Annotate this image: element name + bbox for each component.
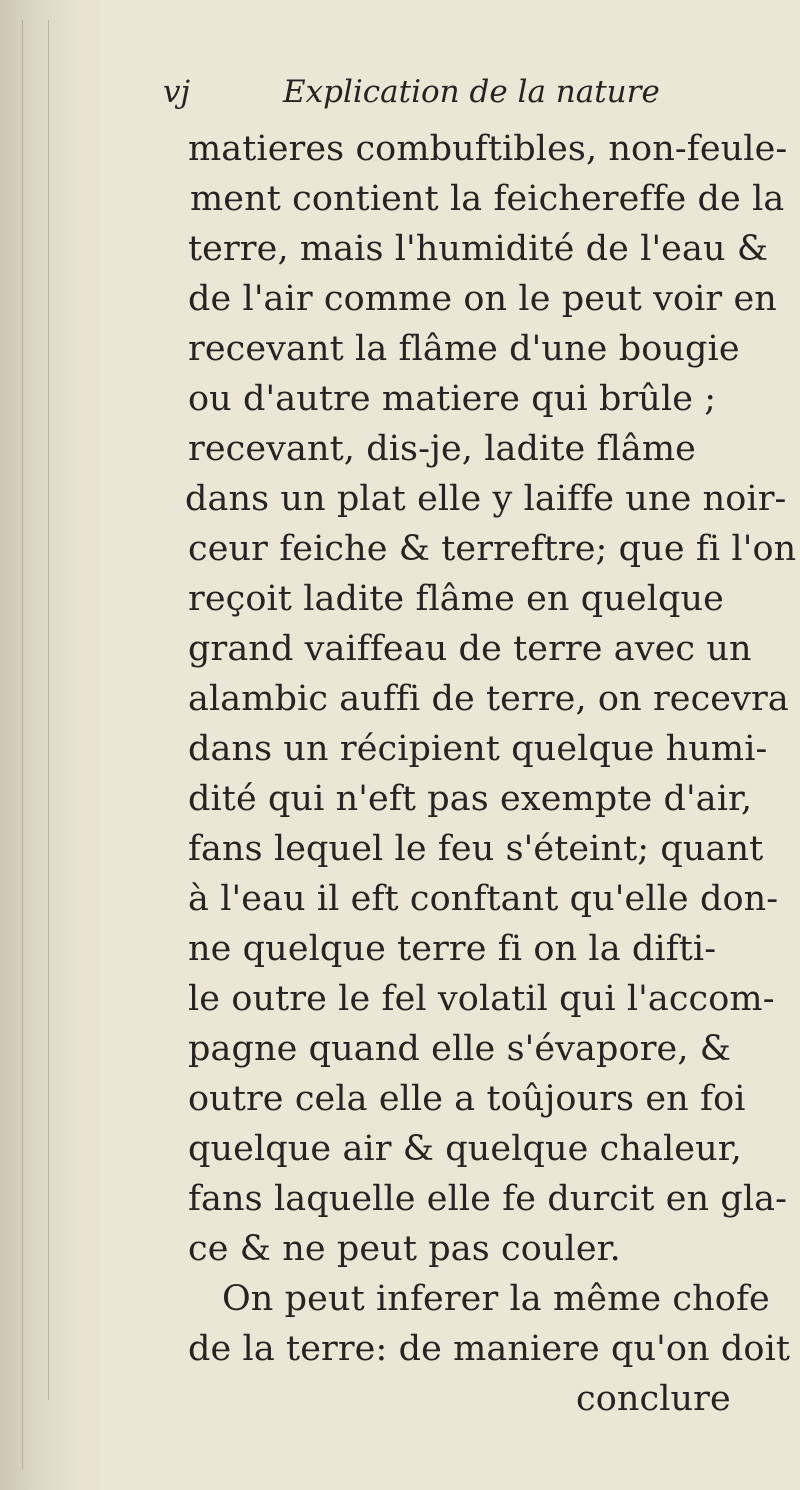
text-line: ce & ne peut pas couler. [188, 1229, 621, 1269]
text-line: fans lequel le feu s'éteint; quant [188, 829, 764, 869]
gutter-rule [22, 20, 23, 1470]
text-line: recevant, dis-je, ladite flâme [188, 429, 696, 469]
gutter-rule [48, 20, 49, 1400]
text-line: quelque air & quelque chaleur, [188, 1129, 742, 1169]
text-line: de la terre: de maniere qu'on doit [188, 1329, 791, 1369]
text-line: On peut inferer la même chofe [222, 1279, 770, 1319]
running-head [163, 74, 723, 124]
text-line: à l'eau il eft conftant qu'elle don- [188, 879, 779, 919]
text-line: ne quelque terre fi on la difti- [188, 929, 717, 969]
text-line: reçoit ladite flâme en quelque [188, 579, 724, 619]
text-line: dité qui n'eft pas exempte d'air, [188, 779, 753, 819]
page-number: vj [163, 74, 191, 110]
text-line: alambic auffi de terre, on recevra [188, 679, 789, 719]
text-line: outre cela elle a toûjours en foi [188, 1079, 746, 1119]
text-line: ceur feiche & terreftre; que fi l'on [188, 529, 797, 569]
text-line: dans un plat elle y laiffe une noir- [185, 479, 787, 519]
text-line: ou d'autre matiere qui brûle ; [188, 379, 717, 419]
binding-gutter [0, 0, 80, 1490]
text-line: terre, mais l'humidité de l'eau & [188, 229, 769, 269]
text-line: ment contient la feichereffe de la [190, 179, 785, 219]
text-line: conclure [576, 1379, 731, 1419]
text-line: grand vaiffeau de terre avec un [188, 629, 752, 669]
text-line: matieres combuftibles, non-feule- [188, 129, 788, 169]
text-line: pagne quand elle s'évapore, & [188, 1029, 732, 1069]
text-line: dans un récipient quelque humi- [188, 729, 768, 769]
text-line: fans laquelle elle fe durcit en gla- [188, 1179, 788, 1219]
text-line: de l'air comme on le peut voir en [188, 279, 777, 319]
running-title: Explication de la nature [283, 74, 660, 110]
text-line: recevant la flâme d'une bougie [188, 329, 740, 369]
text-line: le outre le fel volatil qui l'accom- [188, 979, 775, 1019]
